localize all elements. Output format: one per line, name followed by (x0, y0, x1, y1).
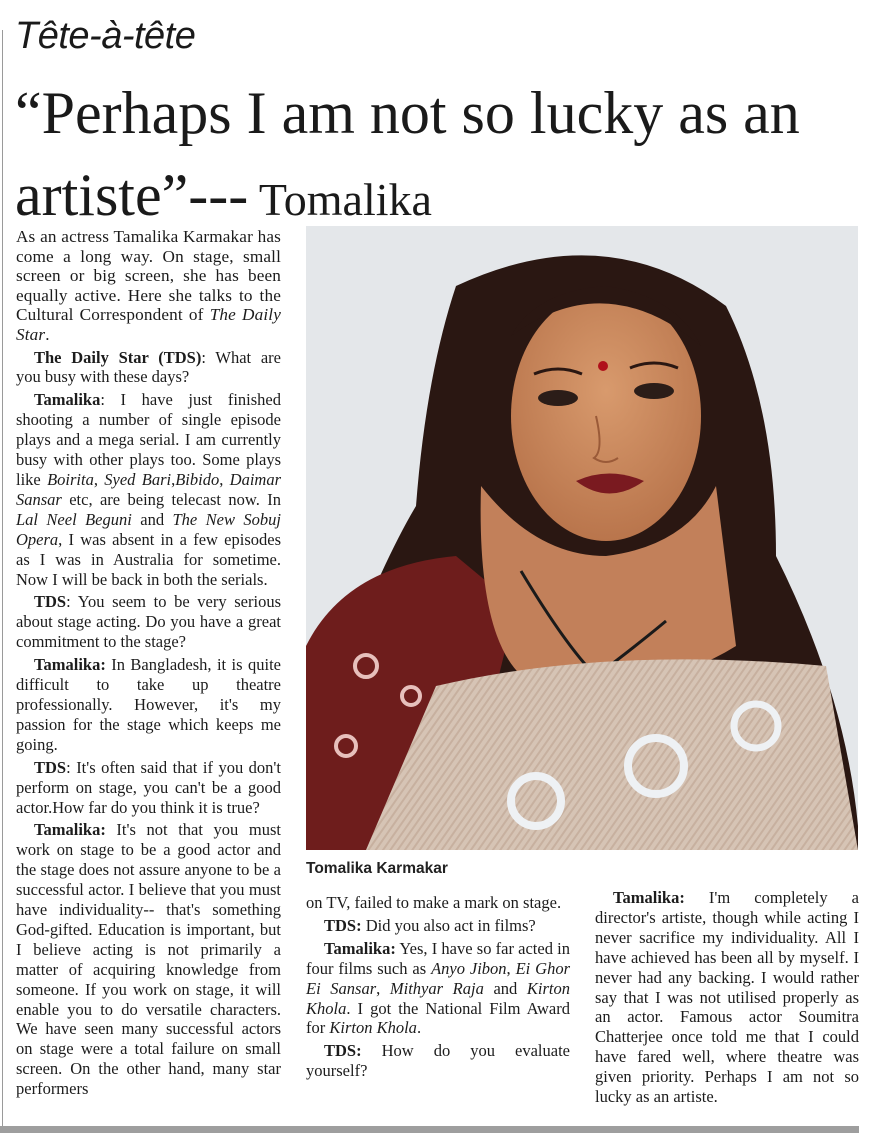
portrait-image (306, 226, 858, 850)
speaker-label: TDS: (324, 915, 362, 935)
answer-2: Tamalika: In Bangladesh, it is quite difficult to take up theatre professionally. However, it's my passion for the stage which keeps me going. (16, 655, 281, 754)
headline-quote: “Perhaps I am not so lucky as an artiste” (15, 80, 800, 228)
speaker-label: TDS (34, 592, 67, 612)
question-5: TDS: How do you evaluate yourself? (306, 1041, 570, 1081)
page-left-rule (2, 30, 3, 1130)
headline (15, 72, 875, 241)
article-column-3 (595, 888, 859, 1110)
question-2: TDS: You seem to be very serious about stage acting. Do you have a great commitment to the stage? (16, 592, 281, 652)
answer-4: Tamalika: Yes, I have so far acted in four films such as Anyo Jibon, Ei Ghor Ei Sansar, Mithyar Raja and Kirton Khola. I got the National Film Award for Kirton Khola. (306, 938, 571, 1038)
speaker-label: TDS: (324, 1041, 362, 1061)
answer-5: Tamalika: I'm completely a director's artiste, though while acting I never sacrifice my individuality. All I have achieved has been all by myself. I never had any backing. I would rather say that I was not utilised properly as an actor. Famous actor Soumitra Chatterjee once told me that I could have fared well, where theatre was given priority. Perhaps I am not so lucky as an artiste. (595, 888, 859, 1107)
speaker-label: The Daily Star (TDS) (34, 347, 202, 367)
speaker-label: Tamalika: (34, 655, 106, 675)
question-1: The Daily Star (TDS): What are you busy with these days? (16, 347, 281, 387)
publication-name: The Daily Star (16, 305, 281, 344)
speaker-label: Tamalika: (34, 820, 106, 840)
article-column-2 (306, 893, 570, 1084)
question-4: TDS: Did you also act in films? (324, 915, 536, 935)
page-bottom-rule (0, 1126, 859, 1133)
answer-1: Tamalika: I have just finished shooting a number of single episode plays and a mega serial. I am currently busy with other plays too. Some plays like Boirita, Syed Bari,Bibido, Daimar Sansar etc, are being telecast now. In Lal Neel Beguni and The New Sobuj Opera, I was absent in a few episodes as I was in Australia for sometime. Now I will be back in both the serials. (16, 390, 282, 589)
headline-dashes: --- (188, 162, 249, 228)
intro-paragraph: As an actress Tamalika Karmakar has come a long way. On stage, small screen or big screen, she has been equally active. Here she talks to the Cultural Correspondent of The Daily Star. (16, 227, 281, 344)
photo-caption: Tomalika Karmakar (306, 860, 448, 877)
headline-name: Tomalika (258, 174, 432, 225)
speaker-label: TDS (34, 757, 67, 777)
speaker-label: Tamalika: (324, 938, 396, 958)
answer-3-continued: on TV, failed to make a mark on stage. (306, 893, 562, 912)
speaker-label: Tamalika: (613, 888, 685, 907)
article-column-1 (16, 227, 281, 1102)
answer-3: Tamalika: It's not that you must work on stage to be a good actor and the stage does not assure anyone to be a successful actor. I believe that you must have individuality-- that's something God-gifted. Education is important, but I believe acting is not primarily a matter of acquiring knowledge from someone. If you work on stage, it will enable you to do versatile characters. We have seen many successful actors on stage were a total failure on small screen. On the other hand, many star performers (16, 820, 281, 1099)
section-kicker: Tête-à-tête (15, 15, 196, 57)
speaker-label: Tamalika (34, 390, 101, 410)
question-3: TDS: It's often said that if you don't perform on stage, you can't be a good actor.How far do you think it is true? (16, 757, 281, 817)
portrait-photo (306, 226, 858, 850)
